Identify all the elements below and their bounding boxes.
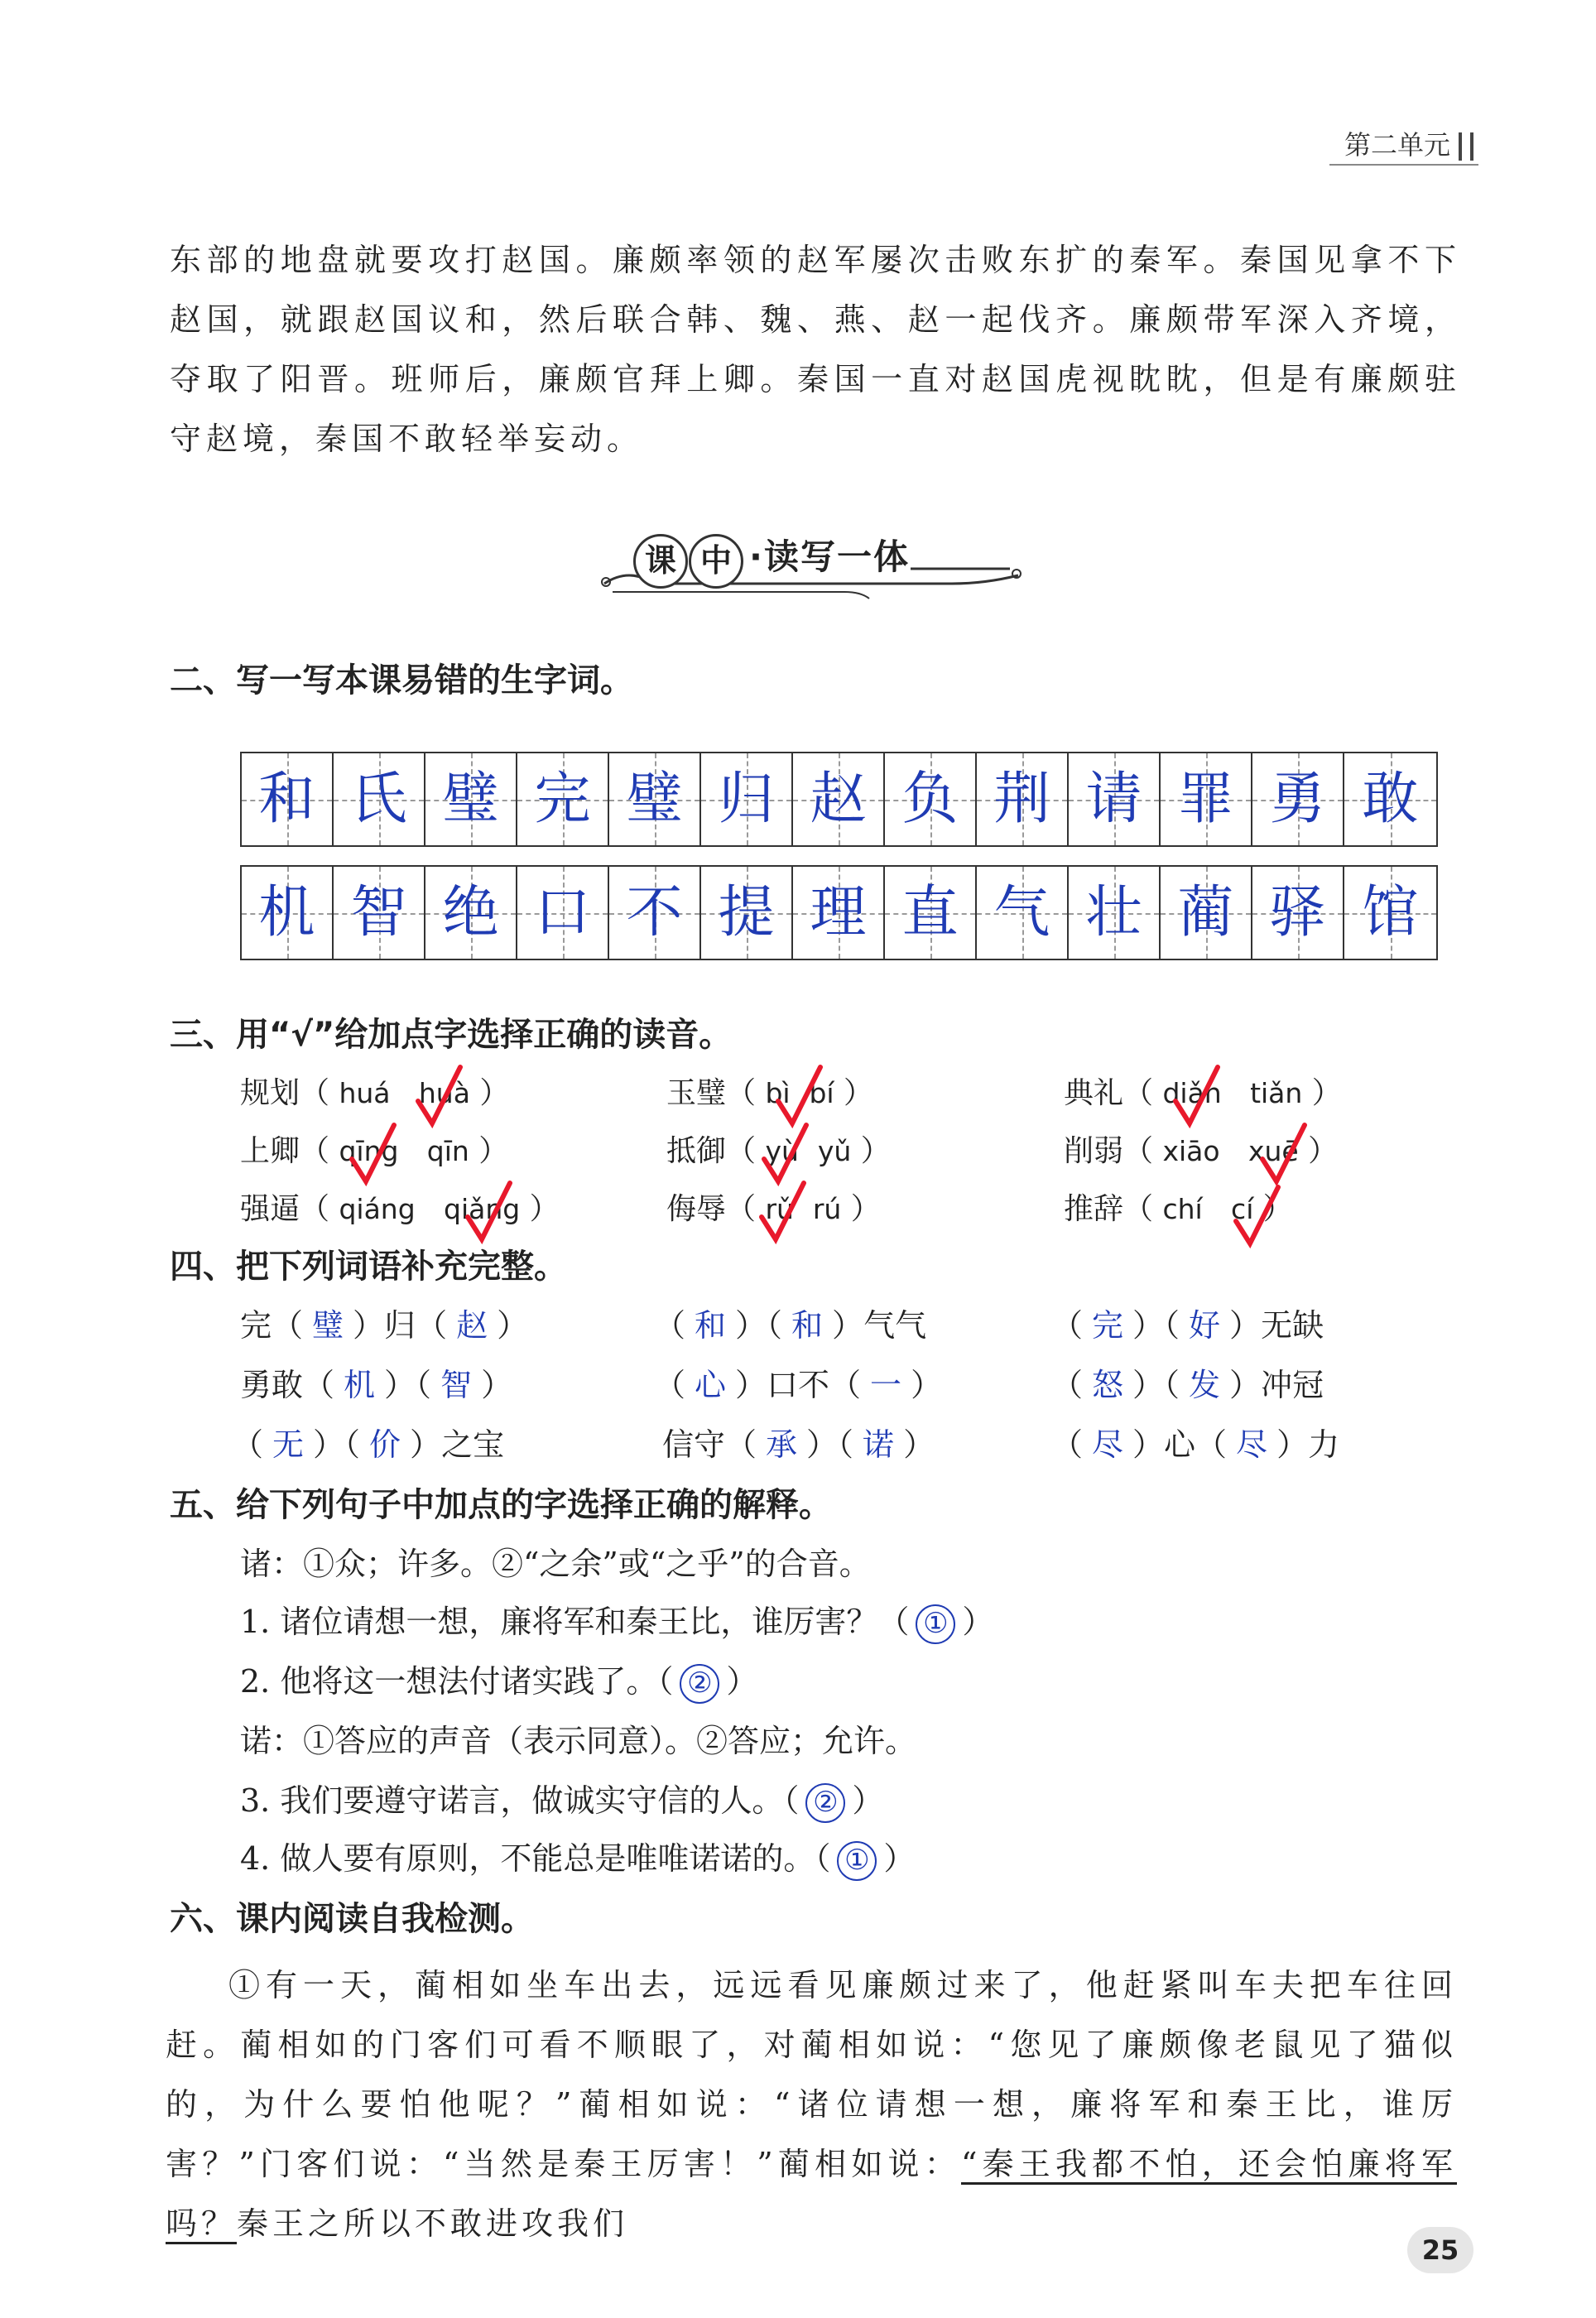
pinyin-item: 规划（ huá huà ） bbox=[240, 1076, 510, 1110]
check-mark-icon bbox=[414, 1064, 464, 1130]
grid-cell: 赵 bbox=[793, 753, 885, 845]
q5-title: 五、给下列句子中加点的字选择正确的解释。 bbox=[170, 1486, 832, 1524]
pinyin-item: 推辞（ chí cí ） bbox=[1064, 1192, 1293, 1226]
grid-cell: 完 bbox=[517, 753, 609, 845]
unit-title: 第二单元 bbox=[1344, 129, 1450, 161]
grid-cell: 负 bbox=[885, 753, 977, 845]
banner-char-2: 中 bbox=[689, 534, 743, 589]
grid-cell: 蔺 bbox=[1161, 867, 1252, 959]
grid-cell: 机 bbox=[242, 867, 334, 959]
grid-cell: 馆 bbox=[1344, 867, 1436, 959]
idiom-fill: （ 完 ）（ 好 ）无缺 bbox=[1051, 1307, 1324, 1344]
grid-cell: 提 bbox=[701, 867, 793, 959]
grid-cell: 勇 bbox=[1252, 753, 1344, 845]
check-mark-icon bbox=[464, 1180, 513, 1246]
check-mark-icon bbox=[757, 1180, 807, 1246]
grid-cell: 罪 bbox=[1161, 753, 1252, 845]
char-grid-row-1 bbox=[240, 752, 1438, 847]
check-mark-icon bbox=[348, 1122, 397, 1188]
grid-cell: 璧 bbox=[425, 753, 517, 845]
definition-nuo: 诺：①答应的声音（表示同意）。②答应；允许。 bbox=[240, 1723, 917, 1759]
page-number: 25 bbox=[1407, 2227, 1473, 2273]
grid-cell: 请 bbox=[1069, 753, 1161, 845]
grid-cell: 荆 bbox=[977, 753, 1069, 845]
grid-cell: 智 bbox=[334, 867, 425, 959]
pinyin-item: 侮辱（ rǔ rú ） bbox=[666, 1192, 881, 1226]
underlined-sentence: “秦王我都不怕，还会怕廉将军吗？ bbox=[166, 2146, 1457, 2244]
definition-zhu: 诸：①众；许多。②“之余”或“之乎”的合音。 bbox=[240, 1546, 871, 1582]
idiom-fill: （ 和 ）（ 和 ）气气 bbox=[654, 1307, 927, 1344]
section-banner bbox=[596, 526, 1026, 600]
idiom-fill: （ 尽 ）心（ 尽 ）力 bbox=[1051, 1426, 1340, 1463]
idiom-fill: 勇敢（ 机 ）（ 智 ） bbox=[240, 1367, 513, 1403]
idiom-fill: 完（ 璧 ）归（ 赵 ） bbox=[240, 1307, 529, 1344]
sentence-1: 1. 诸位请想一想，廉将军和秦王比，谁厉害？（ ① ） bbox=[240, 1596, 993, 1644]
sentence-4: 4. 做人要有原则，不能总是唯唯诺诺的。（ ① ） bbox=[240, 1833, 915, 1881]
unit-bars-icon bbox=[1459, 132, 1473, 161]
banner-title: ·读写一体 bbox=[749, 536, 910, 577]
pinyin-item: 削弱（ xiāo xuē ） bbox=[1064, 1134, 1339, 1168]
q6-title: 六、课内阅读自我检测。 bbox=[170, 1900, 534, 1938]
pinyin-item: 上卿（ qīng qīn ） bbox=[240, 1134, 509, 1168]
pinyin-item: 抵御（ yù yǔ ） bbox=[666, 1134, 891, 1168]
intro-paragraph: 东部的地盘就要攻打赵国。廉颇率领的赵军屡次击败东扩的秦军。秦国见拿不下赵国，就跟赵国议和，然后联合韩、魏、燕、赵一起伐齐。廉颇带军深入齐境，夺取了阳晋。班师后，廉颇官拜上卿。秦国一直对赵国虎视眈眈，但是有廉颇驻守赵境，秦国不敢轻举妄动。 bbox=[170, 242, 1461, 457]
check-mark-icon bbox=[774, 1064, 824, 1130]
check-mark-icon bbox=[1171, 1064, 1221, 1130]
pinyin-item: 玉璧（ bì bí ） bbox=[666, 1076, 874, 1110]
grid-cell: 和 bbox=[242, 753, 334, 845]
unit-header bbox=[1344, 124, 1473, 162]
q2-title: 二、写一写本课易错的生字词。 bbox=[170, 661, 633, 700]
grid-cell: 理 bbox=[793, 867, 885, 959]
banner-char-1: 课 bbox=[633, 534, 688, 589]
grid-cell: 氏 bbox=[334, 753, 425, 845]
grid-cell: 归 bbox=[701, 753, 793, 845]
idiom-fill: 信守（ 承 ）（ 诺 ） bbox=[662, 1426, 935, 1463]
grid-cell: 口 bbox=[517, 867, 609, 959]
grid-cell: 壮 bbox=[1069, 867, 1161, 959]
grid-cell: 直 bbox=[885, 867, 977, 959]
sentence-3: 3. 我们要遵守诺言，做诚实守信的人。（ ② ） bbox=[240, 1775, 883, 1823]
check-mark-icon bbox=[1258, 1122, 1308, 1188]
sentence-2: 2. 他将这一想法付诸实践了。（ ② ） bbox=[240, 1656, 757, 1704]
grid-cell: 璧 bbox=[609, 753, 701, 845]
grid-cell: 驿 bbox=[1252, 867, 1344, 959]
idiom-fill: （ 无 ）（ 价 ）之宝 bbox=[232, 1426, 505, 1463]
q4-title: 四、把下列词语补充完整。 bbox=[170, 1248, 567, 1286]
pinyin-item: 典礼（ diǎn tiǎn ） bbox=[1064, 1076, 1342, 1110]
check-mark-icon bbox=[760, 1122, 810, 1188]
header-divider bbox=[1329, 164, 1478, 166]
idiom-fill: （ 怒 ）（ 发 ）冲冠 bbox=[1051, 1367, 1324, 1403]
reading-passage: ①有一天，蔺相如坐车出去，远远看见廉颇过来了，他赶紧叫车夫把车往回赶。蔺相如的门客们可看不顺眼了，对蔺相如说：“您见了廉颇像老鼠见了猫似的，为什么要怕他呢？”蔺相如说：“诸位请想一想，廉将军和秦王比，谁厉害？”门客们说：“当然是秦王厉害！”蔺相如说：“秦王我都不怕，还会怕廉将军吗？秦王之所以不敢进攻我们 bbox=[166, 1955, 1457, 2253]
q3-title: 三、用“√”给加点字选择正确的读音。 bbox=[170, 1016, 733, 1054]
check-mark-icon bbox=[1232, 1184, 1281, 1250]
idiom-fill: （ 心 ）口不（ 一 ） bbox=[654, 1367, 943, 1403]
grid-cell: 敢 bbox=[1344, 753, 1436, 845]
grid-cell: 绝 bbox=[425, 867, 517, 959]
grid-cell: 气 bbox=[977, 867, 1069, 959]
grid-cell: 不 bbox=[609, 867, 701, 959]
char-grid-row-2 bbox=[240, 865, 1438, 960]
pinyin-item: 强逼（ qiáng qiǎng ） bbox=[240, 1192, 560, 1226]
